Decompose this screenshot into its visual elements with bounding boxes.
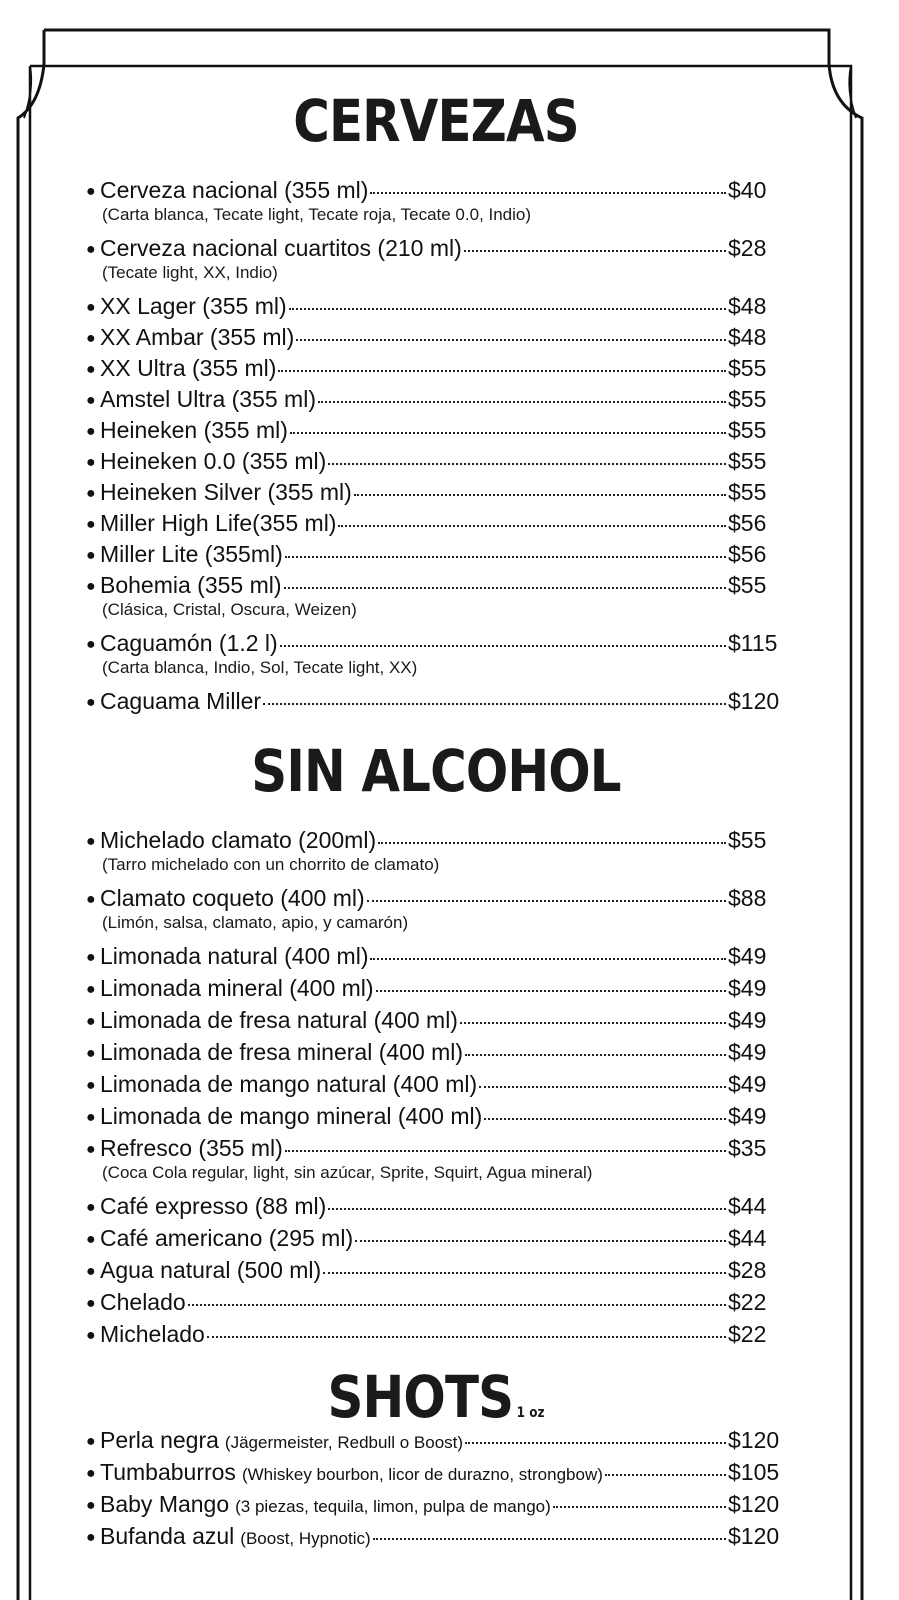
- bullet-icon: ●: [86, 578, 96, 595]
- bullet-icon: ●: [86, 241, 96, 258]
- item-ingredients: (Boost, Hypnotic): [240, 1529, 371, 1548]
- item-price: $55: [728, 386, 767, 412]
- menu-item: [86, 323, 786, 354]
- bullet-icon: ●: [86, 1077, 96, 1094]
- item-name: Refresco (355 ml): [100, 1135, 283, 1161]
- item-ingredients: (Whiskey bourbon, licor de durazno, strongbow): [241, 1465, 603, 1484]
- item-name: Heineken 0.0 (355 ml): [100, 448, 327, 474]
- item-description: (Tarro michelado con un chorrito de clamato): [102, 855, 440, 874]
- menu-item: [86, 1320, 786, 1352]
- item-price: $40: [728, 177, 767, 203]
- menu-item: [86, 176, 786, 204]
- item-price: $48: [728, 324, 767, 350]
- bullet-icon: ●: [86, 1327, 96, 1344]
- dotted-leader: [464, 250, 726, 252]
- item-name: Chelado: [100, 1289, 186, 1315]
- menu-content: [86, 88, 786, 1554]
- item-description: (Limón, salsa, clamato, apio, y camarón): [102, 913, 409, 932]
- dotted-leader: [280, 645, 726, 647]
- dotted-leader: [378, 842, 726, 844]
- menu-item: [86, 629, 786, 657]
- item-price: $49: [728, 1071, 767, 1097]
- dotted-leader: [296, 339, 726, 341]
- item-price: $120: [728, 688, 780, 714]
- item-price: $115: [728, 630, 778, 656]
- dotted-leader: [465, 1442, 726, 1444]
- menu-item: [86, 687, 786, 718]
- item-price: $49: [728, 1007, 767, 1033]
- menu-item: [86, 292, 786, 323]
- dotted-leader: [484, 1118, 726, 1120]
- item-name: Limonada de fresa natural (400 ml): [100, 1007, 458, 1033]
- dotted-leader: [338, 525, 726, 527]
- item-name: Miller High Life(355 ml): [100, 510, 337, 536]
- menu-item: [86, 416, 786, 447]
- bullet-icon: ●: [86, 1199, 96, 1216]
- dotted-leader: [553, 1506, 726, 1508]
- item-name: Limonada mineral (400 ml): [100, 975, 374, 1001]
- item-name: XX Lager (355 ml): [100, 293, 287, 319]
- menu-item: [86, 884, 786, 912]
- bullet-icon: ●: [86, 183, 96, 200]
- item-price: $120: [728, 1427, 780, 1453]
- bullet-icon: ●: [86, 1295, 96, 1312]
- item-price: $56: [728, 541, 767, 567]
- item-name: XX Ultra (355 ml): [100, 355, 277, 381]
- serving-size-label: 1 oz: [516, 1405, 545, 1421]
- item-name: Amstel Ultra (355 ml): [100, 386, 316, 412]
- item-description: (Clásica, Cristal, Oscura, Weizen): [102, 600, 357, 619]
- dotted-leader: [289, 308, 726, 310]
- item-name: Limonada de mango natural (400 ml): [100, 1071, 478, 1097]
- dotted-leader: [263, 703, 726, 705]
- item-name: Limonada de mango mineral (400 ml): [100, 1103, 483, 1129]
- bullet-icon: ●: [86, 485, 96, 502]
- dotted-leader: [465, 1054, 726, 1056]
- item-name: Heineken Silver (355 ml): [100, 479, 352, 505]
- bullet-icon: ●: [86, 516, 96, 533]
- bullet-icon: ●: [86, 1529, 96, 1546]
- dotted-leader: [367, 900, 726, 902]
- item-price: $55: [728, 448, 767, 474]
- menu-item: [86, 826, 786, 854]
- item-name: Agua natural (500 ml): [100, 1257, 322, 1283]
- item-price: $120: [728, 1491, 780, 1517]
- item-name: Café americano (295 ml): [100, 1225, 354, 1251]
- item-name: Limonada natural (400 ml): [100, 943, 369, 969]
- bullet-icon: ●: [86, 1465, 96, 1482]
- dotted-leader: [479, 1086, 726, 1088]
- menu-item: [86, 447, 786, 478]
- dotted-leader: [373, 1538, 726, 1540]
- item-price: $55: [728, 417, 767, 443]
- menu-item: [86, 1102, 786, 1134]
- item-description: (Tecate light, XX, Indio): [102, 263, 278, 282]
- item-name: XX Ambar (355 ml): [100, 324, 295, 350]
- item-name: Caguamón (1.2 l): [100, 630, 278, 656]
- dotted-leader: [188, 1304, 726, 1306]
- item-price: $22: [728, 1321, 767, 1347]
- dotted-leader: [354, 494, 726, 496]
- item-name: Clamato coqueto (400 ml): [100, 885, 365, 911]
- item-price: $44: [728, 1193, 767, 1219]
- dotted-leader: [328, 1208, 726, 1210]
- bullet-icon: ●: [86, 330, 96, 347]
- menu-item: [86, 942, 786, 974]
- item-ingredients: (Jägermeister, Redbull o Boost): [224, 1433, 464, 1452]
- item-ingredients: (3 piezas, tequila, limon, pulpa de mango): [235, 1497, 551, 1516]
- bullet-icon: ●: [86, 392, 96, 409]
- dotted-leader: [284, 587, 726, 589]
- bullet-icon: ●: [86, 1231, 96, 1248]
- menu-item: [86, 1458, 786, 1490]
- bullet-icon: ●: [86, 547, 96, 564]
- bullet-icon: ●: [86, 1263, 96, 1280]
- dotted-leader: [290, 432, 726, 434]
- bullet-icon: ●: [86, 833, 96, 850]
- dotted-leader: [278, 370, 726, 372]
- item-name: Cerveza nacional cuartitos (210 ml): [100, 235, 462, 261]
- menu-item: [86, 354, 786, 385]
- menu-item: [86, 540, 786, 571]
- menu-item: [86, 1256, 786, 1288]
- item-price: $28: [728, 235, 767, 261]
- item-price: $44: [728, 1225, 767, 1251]
- menu-item: [86, 1288, 786, 1320]
- bullet-icon: ●: [86, 1013, 96, 1030]
- item-name: Miller Lite (355ml): [100, 541, 283, 567]
- menu-item: [86, 571, 786, 599]
- dotted-leader: [605, 1474, 726, 1476]
- menu-item: [86, 1490, 786, 1522]
- bullet-icon: ●: [86, 949, 96, 966]
- dotted-leader: [460, 1022, 726, 1024]
- item-name: Cerveza nacional (355 ml): [100, 177, 369, 203]
- item-name: Bohemia (355 ml): [100, 572, 282, 598]
- item-price: $35: [728, 1135, 767, 1161]
- dotted-leader: [370, 958, 726, 960]
- menu-item: [86, 1224, 786, 1256]
- item-name: Bufanda azul: [100, 1523, 235, 1549]
- item-description: (Carta blanca, Indio, Sol, Tecate light, XX): [102, 658, 418, 677]
- item-price: $49: [728, 975, 767, 1001]
- bullet-icon: ●: [86, 1433, 96, 1450]
- section-title-cervezas: CERVEZAS: [293, 87, 579, 155]
- item-price: $55: [728, 479, 767, 505]
- item-price: $120: [728, 1523, 780, 1549]
- dotted-leader: [285, 1150, 726, 1152]
- item-price: $105: [728, 1459, 780, 1485]
- bullet-icon: ●: [86, 694, 96, 711]
- bullet-icon: ●: [86, 454, 96, 471]
- dotted-leader: [370, 192, 726, 194]
- item-description: (Coca Cola regular, light, sin azúcar, Sprite, Squirt, Agua mineral): [102, 1163, 593, 1182]
- bullet-icon: ●: [86, 636, 96, 653]
- dotted-leader: [328, 463, 726, 465]
- menu-item: [86, 974, 786, 1006]
- item-name: Perla negra: [100, 1427, 219, 1453]
- dotted-leader: [318, 401, 726, 403]
- item-price: $49: [728, 943, 767, 969]
- menu-item: [86, 478, 786, 509]
- bullet-icon: ●: [86, 299, 96, 316]
- dotted-leader: [285, 556, 726, 558]
- dotted-leader: [376, 990, 726, 992]
- bullet-icon: ●: [86, 1045, 96, 1062]
- bullet-icon: ●: [86, 1497, 96, 1514]
- menu-item: [86, 1134, 786, 1162]
- item-name: Michelado: [100, 1321, 205, 1347]
- item-name: Café expresso (88 ml): [100, 1193, 327, 1219]
- section-title-text: SHOTS: [327, 1363, 514, 1431]
- bullet-icon: ●: [86, 361, 96, 378]
- item-price: $55: [728, 572, 767, 598]
- section-title-sin-alcohol: SIN ALCOHOL: [251, 737, 621, 805]
- item-price: $49: [728, 1039, 767, 1065]
- menu-item: [86, 234, 786, 262]
- item-description: (Carta blanca, Tecate light, Tecate roja, Tecate 0.0, Indio): [102, 205, 532, 224]
- item-name: Baby Mango: [100, 1491, 230, 1517]
- bullet-icon: ●: [86, 981, 96, 998]
- item-price: $88: [728, 885, 767, 911]
- bullet-icon: ●: [86, 891, 96, 908]
- item-price: $48: [728, 293, 767, 319]
- item-price: $22: [728, 1289, 767, 1315]
- menu-item: [86, 1522, 786, 1554]
- item-name: Michelado clamato (200ml): [100, 827, 377, 853]
- item-price: $55: [728, 827, 767, 853]
- section-title-shots: [135, 1352, 737, 1431]
- dotted-leader: [207, 1336, 726, 1338]
- item-name: Tumbaburros: [100, 1459, 236, 1485]
- menu-item: [86, 1070, 786, 1102]
- bullet-icon: ●: [86, 1141, 96, 1158]
- item-name: Caguama Miller: [100, 688, 262, 714]
- menu-item: [86, 1192, 786, 1224]
- item-price: $55: [728, 355, 767, 381]
- item-name: Limonada de fresa mineral (400 ml): [100, 1039, 464, 1065]
- bullet-icon: ●: [86, 423, 96, 440]
- bullet-icon: ●: [86, 1109, 96, 1126]
- dotted-leader: [323, 1272, 726, 1274]
- menu-item: [86, 1006, 786, 1038]
- menu-item: [86, 1038, 786, 1070]
- menu-item: [86, 385, 786, 416]
- item-price: $49: [728, 1103, 767, 1129]
- item-price: $28: [728, 1257, 767, 1283]
- item-price: $56: [728, 510, 767, 536]
- item-name: Heineken (355 ml): [100, 417, 288, 443]
- dotted-leader: [355, 1240, 726, 1242]
- menu-item: [86, 509, 786, 540]
